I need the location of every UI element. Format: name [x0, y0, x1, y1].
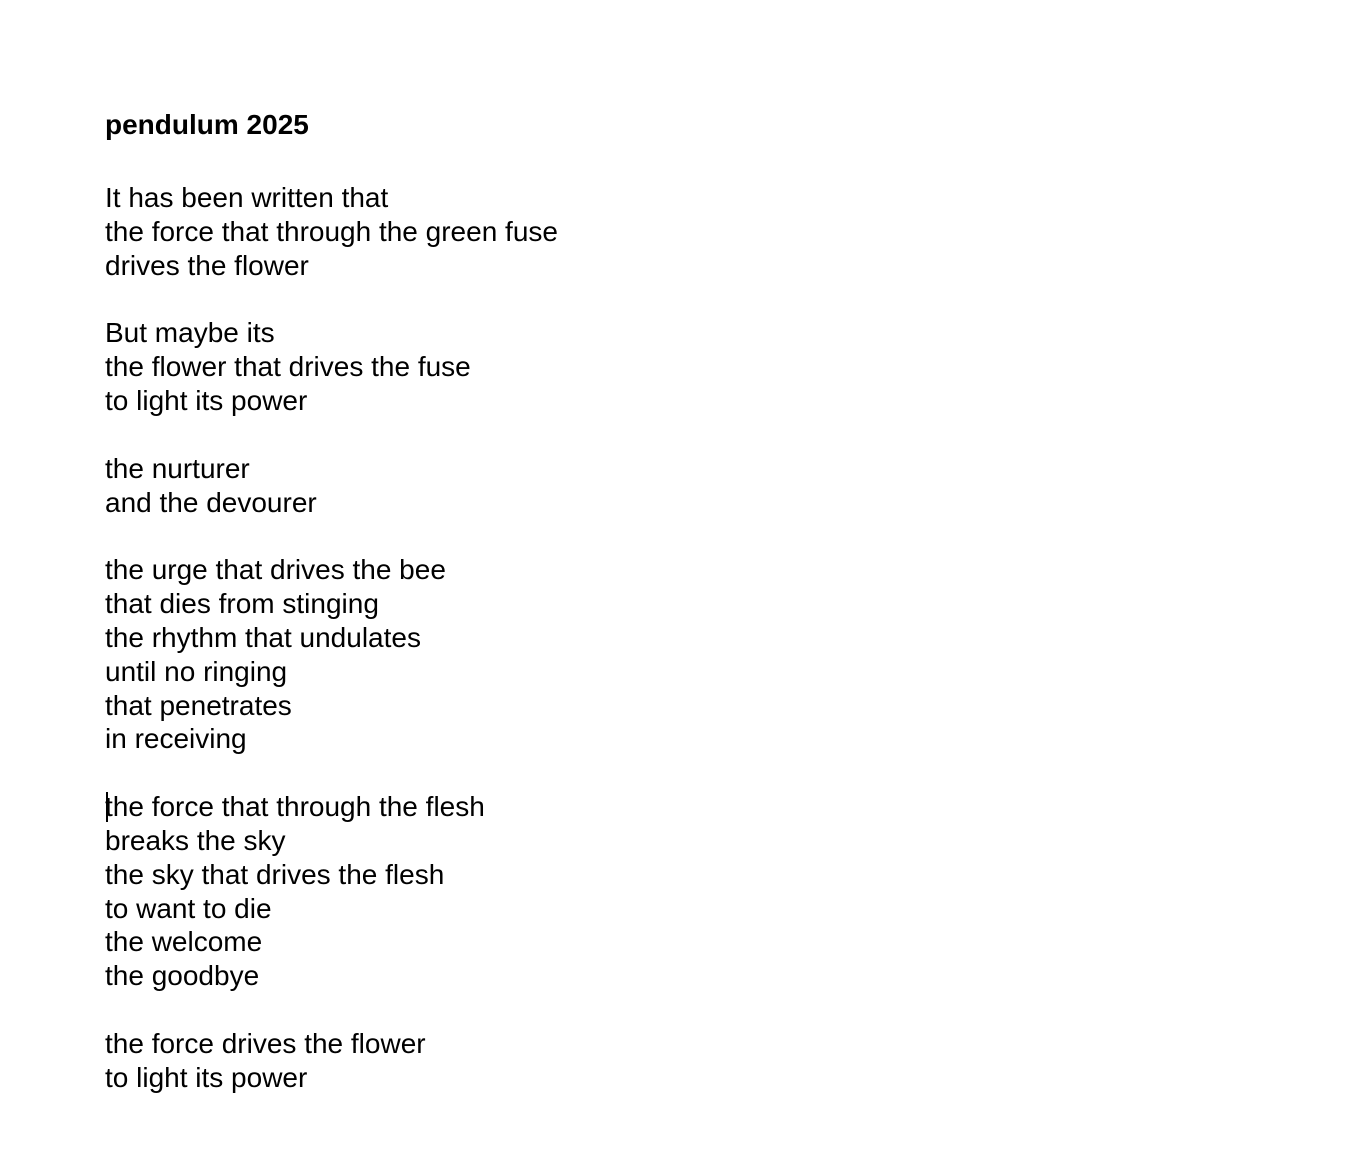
poem-line-with-caret	[105, 790, 1305, 824]
stanza-4	[105, 553, 1305, 756]
poem-line: in receiving	[105, 723, 247, 755]
poem-line: that penetrates	[105, 689, 292, 721]
poem-line: the goodbye	[105, 960, 260, 992]
poem-line: the force drives the flower	[105, 1027, 426, 1059]
poem-line: breaks the sky	[105, 824, 286, 856]
poem-line: to light its power	[105, 1061, 308, 1093]
poem-line: the welcome	[105, 926, 263, 958]
poem-line: the nurturer	[105, 452, 250, 484]
poem-line: the rhythm that undulates	[105, 621, 421, 653]
document-title: pendulum 2025	[105, 109, 309, 140]
poem-line: the urge that drives the bee	[105, 554, 446, 586]
poem-line: that dies from stinging	[105, 588, 379, 620]
poem-line: and the devourer	[105, 486, 317, 518]
poem-line: the sky that drives the flesh	[105, 858, 445, 890]
poem-line-text: the force that through the flesh	[105, 791, 485, 823]
poem-line: to light its power	[105, 384, 308, 416]
stanza-1	[105, 181, 1305, 282]
poem-line: the flower that drives the fuse	[105, 351, 471, 383]
stanza-5	[105, 790, 1305, 993]
poem-line: But maybe its	[105, 317, 275, 349]
poem-line: the force that through the green fuse	[105, 215, 558, 247]
poem-line: until no ringing	[105, 655, 288, 687]
poem-line: It has been written that	[105, 182, 389, 213]
document-body[interactable]	[105, 108, 1305, 1129]
poem-line: to want to die	[105, 892, 272, 924]
stanza-3	[105, 452, 1305, 520]
poem-line: drives the flower	[105, 249, 309, 281]
stanza-2	[105, 316, 1305, 417]
stanza-6	[105, 1027, 1305, 1095]
